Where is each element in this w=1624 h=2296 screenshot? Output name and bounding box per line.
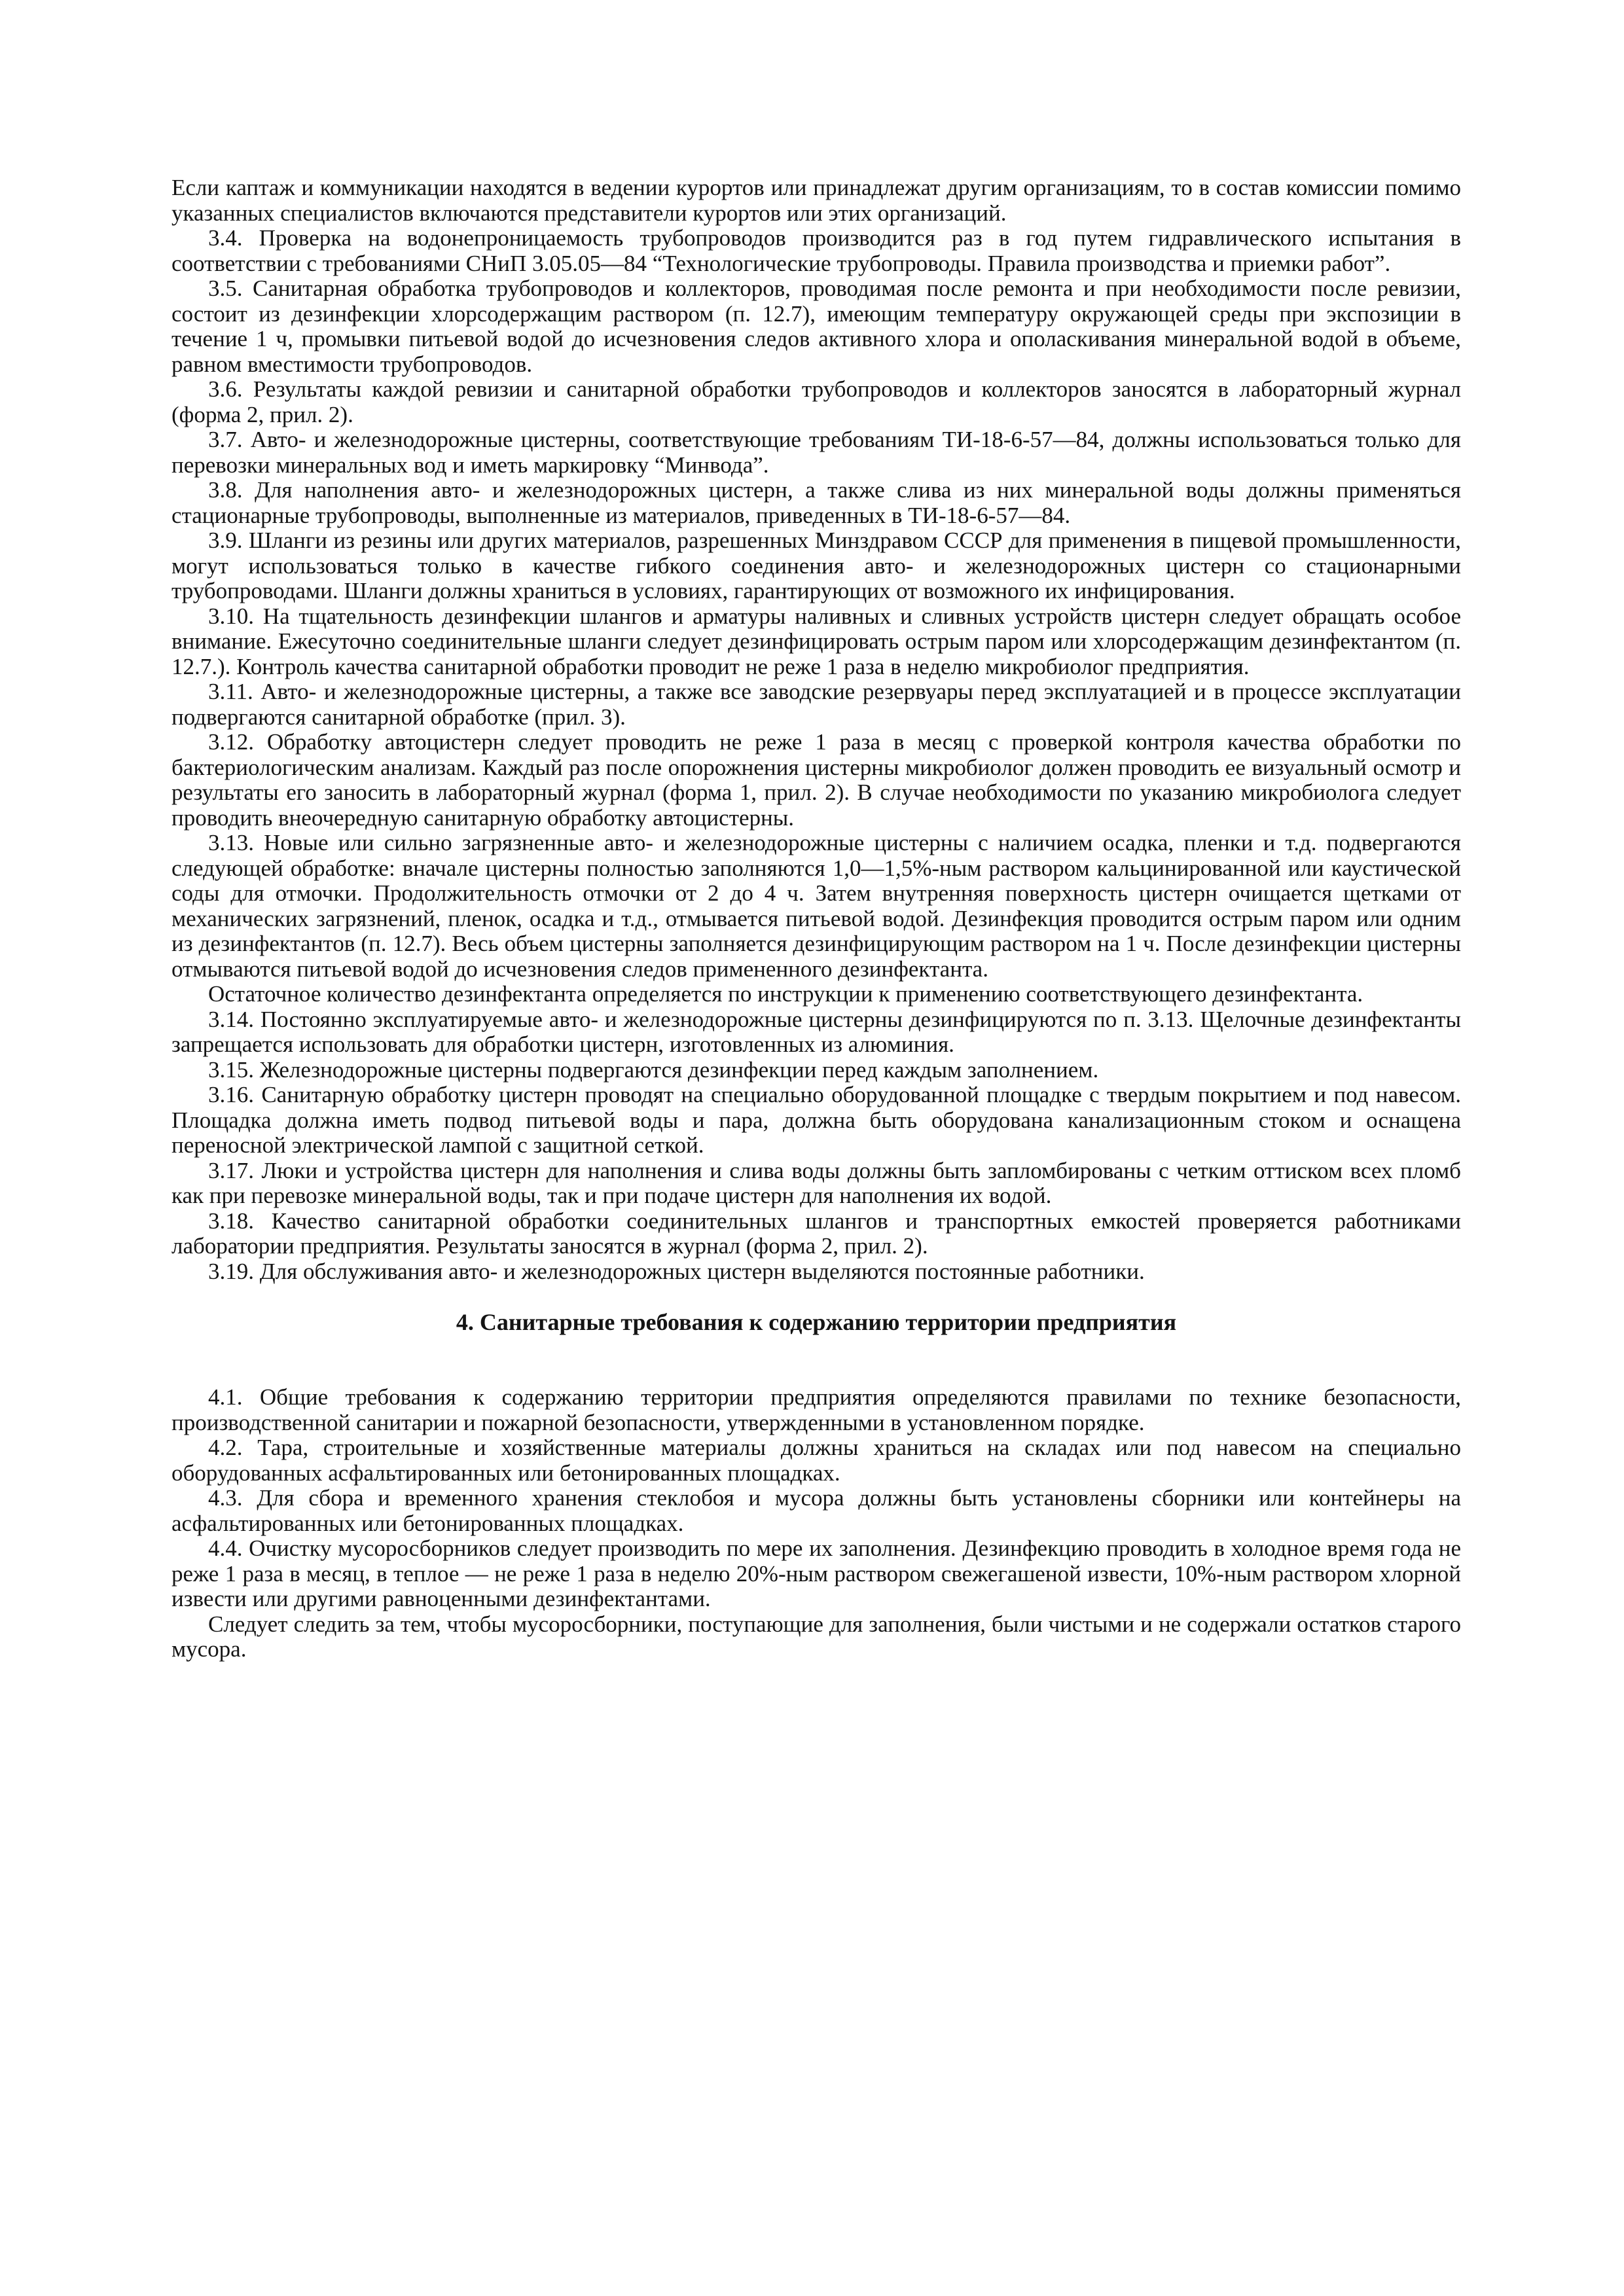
paragraph-3-11: 3.11. Авто- и железнодорожные цистерны, а также все заводские резервуары перед эксплуатацией и в процессе эксплуатации подвергаются санитарной обработке (прил. 3). [171,679,1461,730]
paragraph-3-8: 3.8. Для наполнения авто- и железнодорожных цистерн, а также слива из них минеральной воды должны применяться стационарные трубопроводы, выполненные из материалов, приведенных в ТИ-18-6-57—84. [171,477,1461,528]
paragraph-4-4: 4.4. Очистку мусоросборников следует производить по мере их заполнения. Дезинфекцию проводить в холодное время года не реже 1 раза в месяц, в теплое — не реже 1 раза в неделю 20%-ным раствором свежегашеной извести, 10%-ным раствором хлорной извести или другими равноценными дезинфектантами. [171,1535,1461,1611]
section-4-heading: 4. Санитарные требования к содержанию территории предприятия [456,1309,1177,1335]
paragraph-3-12: 3.12. Обработку автоцистерн следует проводить не реже 1 раза в месяц с проверкой контроля качества обработки по бактериологическим анализам. Каждый раз после опорожнения цистерны микробиолог должен проводить ее визуальный осмотр и результаты его заносить в лабораторный журнал (форма 1, прил. 2). В случае необходимости по указанию микробиолога следует проводить внеочередную санитарную обработку автоцистерны. [171,729,1461,831]
paragraph-4-3: 4.3. Для сбора и временного хранения стеклобоя и мусора должны быть установлены сборники или контейнеры на асфальтированных или бетонированных площадках. [171,1485,1461,1536]
paragraph-3-3-continuation: Если каптаж и коммуникации находятся в ведении курортов или принадлежат другим организациям, то в состав комиссии помимо указанных специалистов включаются представители курортов или этих организаций. [171,175,1461,226]
paragraph-3-6: 3.6. Результаты каждой ревизии и санитарной обработки трубопроводов и коллекторов заносятся в лабораторный журнал (форма 2, прил. 2). [171,376,1461,427]
paragraph-3-7: 3.7. Авто- и железнодорожные цистерны, соответствующие требованиям ТИ-18-6-57—84, должны использоваться только для перевозки минеральных вод и иметь маркировку “Минвода”. [171,427,1461,478]
paragraph-3-5: 3.5. Санитарная обработка трубопроводов и коллекторов, проводимая после ремонта и при необходимости после ревизии, состоит из дезинфекции хлорсодержащим раствором (п. 12.7), имеющим температуру окружающей среды при экспозиции в течение 1 ч, промывки питьевой водой до исчезновения следов активного хлора и ополаскивания минеральной водой в объеме, равном вместимости трубопроводов. [171,276,1461,377]
paragraph-4-2: 4.2. Тара, строительные и хозяйственные материалы должны храниться на складах или под навесом на специально оборудованных асфальтированных или бетонированных площадках. [171,1435,1461,1486]
paragraph-3-14: 3.14. Постоянно эксплуатируемые авто- и железнодорожные цистерны дезинфицируются по п. 3.13. Щелочные дезинфектанты запрещается использовать для обработки цистерн, изготовленных из алюминия. [171,1006,1461,1057]
paragraph-3-10: 3.10. На тщательность дезинфекции шлангов и арматуры наливных и сливных устройств цистерн следует обращать особое внимание. Ежесуточно соединительные шланги следует дезинфицировать острым паром или хлорсодержащим дезинфектантом (п. 12.7.). Контроль качества санитарной обработки проводит не реже 1 раза в неделю микробиолог предприятия. [171,603,1461,679]
paragraph-4-1: 4.1. Общие требования к содержанию территории предприятия определяются правилами по технике безопасности, производственной санитарии и пожарной безопасности, утвержденными в установленном порядке. [171,1384,1461,1435]
paragraph-3-17: 3.17. Люки и устройства цистерн для наполнения и слива воды должны быть запломбированы с четким оттиском всех пломб как при перевозке минеральной воды, так и при подаче цистерн для наполнения их водой. [171,1157,1461,1208]
document-page [171,175,1461,1662]
paragraph-4-4-note: Следует следить за тем, чтобы мусоросборники, поступающие для заполнения, были чистыми и не содержали остатков старого мусора. [171,1611,1461,1662]
paragraph-3-16: 3.16. Санитарную обработку цистерн проводят на специально оборудованной площадке с твердым покрытием и под навесом. Площадка должна иметь подвод питьевой воды и пара, должна быть оборудована канализационным стоком и оснащена переносной электрической лампой с защитной сеткой. [171,1082,1461,1158]
paragraph-3-18: 3.18. Качество санитарной обработки соединительных шлангов и транспортных емкостей проверяется работниками лаборатории предприятия. Результаты заносятся в журнал (форма 2, прил. 2). [171,1208,1461,1259]
paragraph-3-4: 3.4. Проверка на водонепроницаемость трубопроводов производится раз в год путем гидравлического испытания в соответствии с требованиями СНиП 3.05.05—84 “Технологические трубопроводы. Правила производства и приемки работ”. [171,225,1461,276]
paragraph-3-13: 3.13. Новые или сильно загрязненные авто- и железнодорожные цистерны с наличием осадка, пленки и т.д. подвергаются следующей обработке: вначале цистерны полностью заполняются 1,0—1,5%-ным раствором кальцинированной или каустической соды для отмочки. Продолжительность отмочки от 2 до 4 ч. Затем внутренняя поверхность цистерн очищается щетками от механических загрязнений, пленок, осадка и т.д., отмывается питьевой водой. Дезинфекция проводится острым паром или одним из дезинфектантов (п. 12.7). Весь объем цистерны заполняется дезинфицирующим раствором на 1 ч. После дезинфекции цистерны отмываются питьевой водой до исчезновения следов примененного дезинфектанта. [171,830,1461,982]
paragraph-3-15: 3.15. Железнодорожные цистерны подвергаются дезинфекции перед каждым заполнением. [208,1056,1099,1083]
paragraph-3-13-residual: Остаточное количество дезинфектанта определяется по инструкции к применению соответствующего дезинфектанта. [208,981,1363,1007]
paragraph-3-19: 3.19. Для обслуживания авто- и железнодорожных цистерн выделяются постоянные работники. [208,1258,1145,1284]
paragraph-3-9: 3.9. Шланги из резины или других материалов, разрешенных Минздравом СССР для применения в пищевой промышленности, могут использоваться только в качестве гибкого соединения авто- и железнодорожных цистерн со стационарными трубопроводами. Шланги должны храниться в условиях, гарантирующих от возможного их инфицирования. [171,528,1461,603]
